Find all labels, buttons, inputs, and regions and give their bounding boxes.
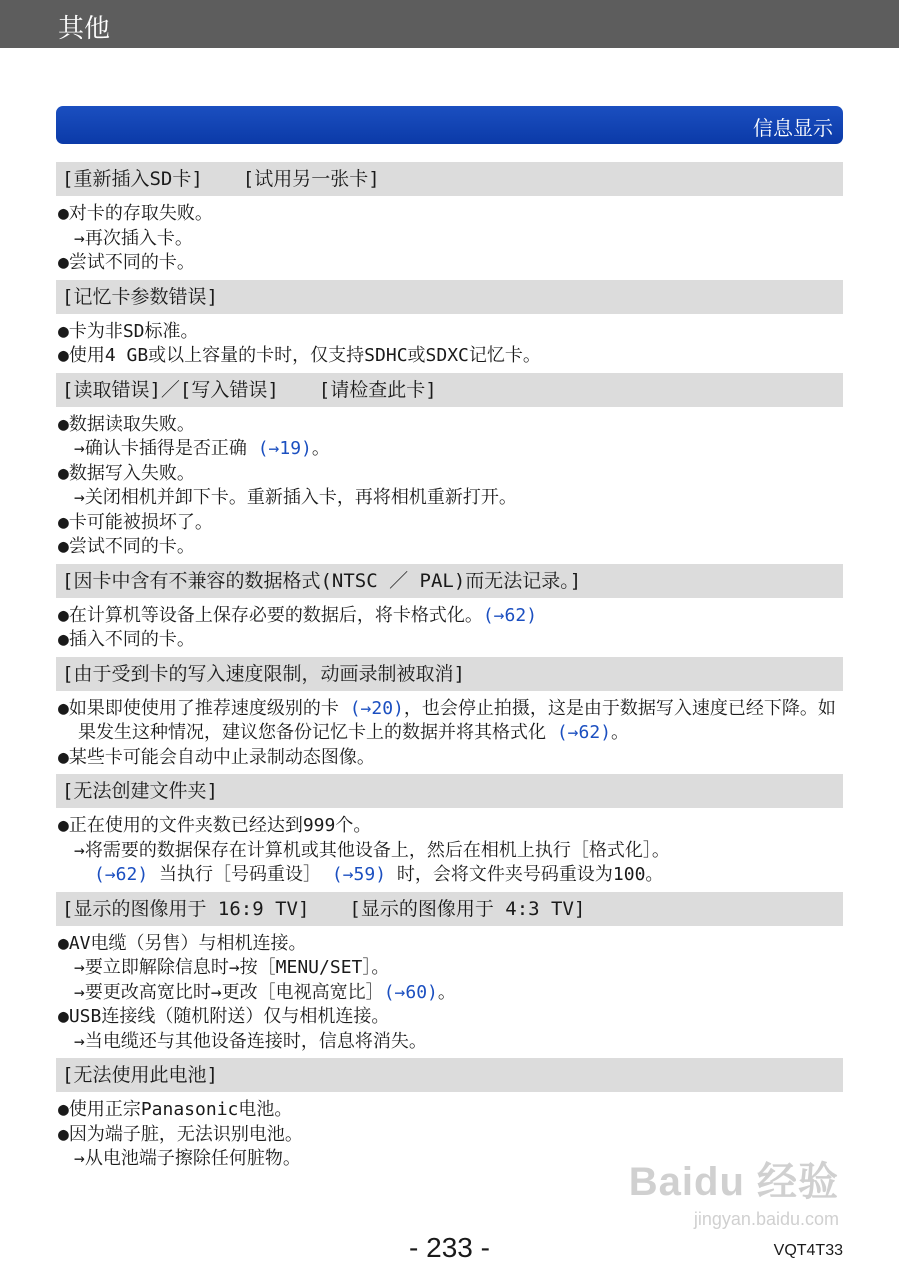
watermark xyxy=(629,1150,839,1230)
bullet-line: ●使用4 GB或以上容量的卡时，仅支持SDHC或SDXC记忆卡。 xyxy=(58,345,541,366)
bullet-line: ●在计算机等设备上保存必要的数据后，将卡格式化。(→62) xyxy=(58,604,538,626)
message-heading: [记忆卡参数错误] xyxy=(56,280,843,314)
bullet-line: ●正在使用的文件夹数已经达到999个。 xyxy=(58,815,372,836)
message-body xyxy=(56,926,843,1059)
page-reference-link[interactable]: (→62) xyxy=(482,604,538,626)
chapter-title: 其他 xyxy=(58,14,111,44)
bullet-line: ●卡为非SD标准。 xyxy=(58,320,199,342)
message-heading: [因卡中含有不兼容的数据格式(NTSC ／ PAL)而无法记录。] xyxy=(56,564,843,598)
page-reference-link[interactable]: (→19) xyxy=(257,438,312,459)
message-body xyxy=(56,196,843,280)
page-reference-link[interactable]: (→59) xyxy=(331,864,387,885)
message-heading: [读取错误]／[写入错误] [请检查此卡] xyxy=(56,373,843,407)
page-reference-link[interactable]: (→62) xyxy=(556,722,612,743)
page-reference-link[interactable]: (→20) xyxy=(349,697,404,719)
action-line: →将需要的数据保存在计算机或其他设备上，然后在相机上执行［格式化］。 xyxy=(74,839,670,861)
section-banner xyxy=(56,106,843,144)
action-line: (→62) 当执行［号码重设］ (→59) 时，会将文件夹号码重设为100。 xyxy=(94,864,664,885)
bullet-line: ●数据写入失败。 xyxy=(58,462,195,484)
message-body xyxy=(56,314,843,373)
message-body xyxy=(56,808,843,892)
bullet-line: ●尝试不同的卡。 xyxy=(58,252,195,273)
page-reference-link[interactable]: (→62) xyxy=(94,864,149,885)
bullet-line: ●数据读取失败。 xyxy=(58,413,195,435)
action-line: →再次插入卡。 xyxy=(74,227,193,249)
action-line: →当电缆还与其他设备连接时，信息将消失。 xyxy=(74,1030,427,1052)
bullet-line: ●某些卡可能会自动中止录制动态图像。 xyxy=(58,746,375,768)
bullet-line: ●对卡的存取失败。 xyxy=(58,203,213,224)
message-body xyxy=(56,691,843,775)
bullet-line: ●如果即使使用了推荐速度级别的卡 (→20)，也会停止拍摄，这是由于数据写入速度已经下降。如果发生这种情况，建议您备份记忆卡上的数据并将其格式化 (→62)。 xyxy=(58,697,836,743)
message-heading: [由于受到卡的写入速度限制，动画录制被取消] xyxy=(56,657,843,691)
banner-label: 信息显示 xyxy=(753,116,833,140)
bullet-line: ●因为端子脏，无法识别电池。 xyxy=(58,1123,303,1145)
message-heading: [重新插入SD卡] [试用另一张卡] xyxy=(56,162,843,196)
watermark-logo: Baidu 经验 xyxy=(628,1160,839,1204)
bullet-line: ●AV电缆（另售）与相机连接。 xyxy=(58,932,307,954)
page-number: - 233 - xyxy=(409,1232,490,1263)
message-list xyxy=(56,162,843,1176)
action-line: →关闭相机并卸下卡。重新插入卡，再将相机重新打开。 xyxy=(74,487,517,508)
action-line: →确认卡插得是否正确 (→19)。 xyxy=(74,438,330,459)
action-line: →要更改高宽比时→更改［电视高宽比］(→60)。 xyxy=(74,981,456,1003)
bullet-line: ●卡可能被损坏了。 xyxy=(58,511,213,533)
top-bar xyxy=(0,0,899,48)
document-code: VQT4T33 xyxy=(773,1242,843,1259)
message-heading: [无法使用此电池] xyxy=(56,1058,843,1092)
bullet-line: ●插入不同的卡。 xyxy=(58,629,195,650)
watermark-url: jingyan.baidu.com xyxy=(693,1209,839,1229)
bullet-line: ●尝试不同的卡。 xyxy=(58,536,195,557)
bullet-line: ●使用正宗Panasonic电池。 xyxy=(58,1099,293,1120)
message-heading: [显示的图像用于 16:9 TV] [显示的图像用于 4:3 TV] xyxy=(56,892,843,926)
action-line: →要立即解除信息时→按［MENU/SET］。 xyxy=(74,957,390,978)
message-body xyxy=(56,407,843,564)
page-reference-link[interactable]: (→60) xyxy=(383,981,438,1003)
message-heading: [无法创建文件夹] xyxy=(56,774,843,808)
action-line: →从电池端子擦除任何脏物。 xyxy=(74,1148,301,1169)
message-body xyxy=(56,598,843,657)
bullet-line: ●USB连接线（随机附送）仅与相机连接。 xyxy=(58,1006,390,1027)
